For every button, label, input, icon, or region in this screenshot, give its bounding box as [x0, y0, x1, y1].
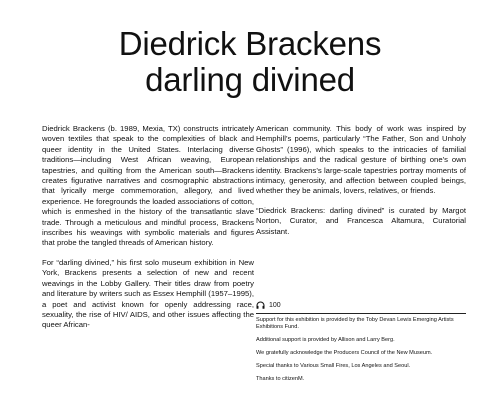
- audio-stop-number: 100: [269, 301, 281, 309]
- title-exhibition-name: darling divined: [145, 61, 355, 98]
- left-column: [42, 124, 254, 340]
- continuation-paragraph: American community. This body of work was inspired by Hemphill’s poems, particularly “The Father, Son and Unholy Ghosts” (1996), which speaks to the intricacies of familial relationships and the radical gesture of birthing one’s own identity. Brackens’s large-scale tapestries portray moments of intimacy, generosity, and affection between coupled beings, whether they be animals, lovers, relatives, or friends.: [256, 124, 466, 196]
- right-column: [256, 124, 466, 246]
- exhibition-title: [0, 26, 500, 98]
- credits-divider: [256, 313, 466, 314]
- credits-block: [256, 317, 466, 389]
- credit-line: We gratefully acknowledge the Producers Council of the New Museum.: [256, 350, 433, 357]
- credit-line: Thanks to citizenM.: [256, 376, 305, 383]
- credit-line: Additional support is provided by Allison and Larry Berg.: [256, 337, 395, 344]
- curator-paragraph: “Diedrick Brackens: darling divined” is curated by Margot Norton, Curator, and Francesca Altamura, Curatorial Assistant.: [256, 205, 466, 236]
- title-artist-name: Diedrick Brackens: [118, 25, 382, 62]
- exhibition-paragraph: For “darling divined,” his first solo museum exhibition in New York, Brackens presents a selection of new and recent weavings in the Lobby Gallery. Their titles draw from poetry and literature by writers such as Essex Hemphill (1957–1995), a poet and activist known for openly addressing race, sexuality, the rise of HIV/ AIDS, and other issues affecting the queer African-: [42, 257, 254, 330]
- headphones-icon: [256, 301, 265, 309]
- intro-paragraph: Diedrick Brackens (b. 1989, Mexia, TX) constructs intricately woven textiles that speak to the complexities of black and queer identity in the United States. Interlacing diverse traditions—including West African weaving, European tapestries, and quilting from the American south—Brackens creates figurative narratives and cosmographic abstractions that lyrically merge commemoration, allegory, and lived experience. He foregrounds the loaded associations of cotton, which is enmeshed in the history of the transatlantic slave trade. Through a meticulous and mindful process, Brackens inscribes his weavings with symbolic materials and figures that probe the tangled threads of American history.: [42, 124, 254, 248]
- credit-line: Special thanks to Various Small Fires, Los Angeles and Seoul.: [256, 363, 411, 370]
- audio-guide: [256, 301, 281, 309]
- credit-line: Support for this exhibition is provided by the Toby Devan Lewis Emerging Artists Exhibitions Fund.: [256, 317, 454, 331]
